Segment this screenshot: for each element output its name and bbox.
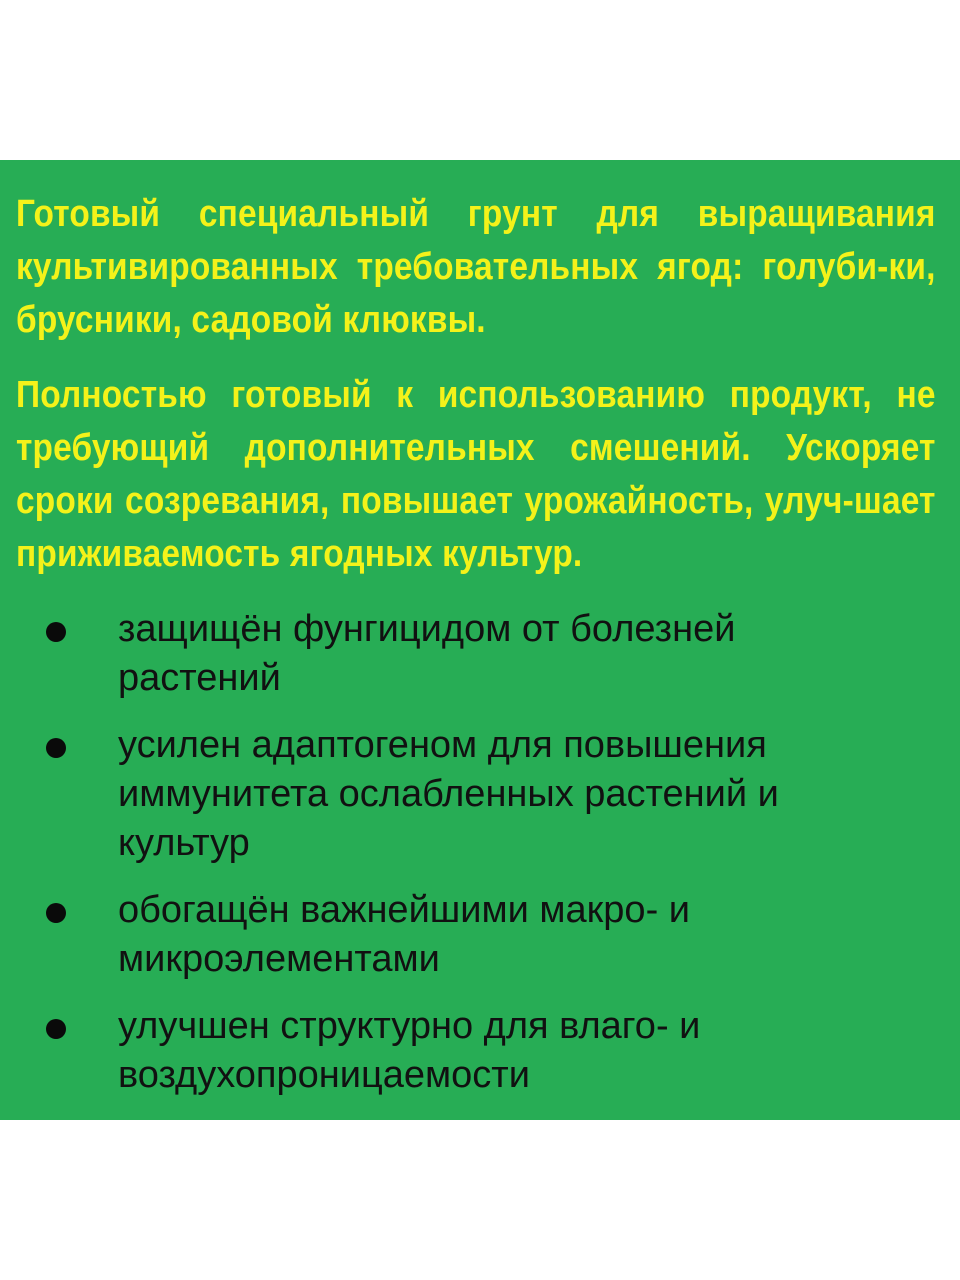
list-item-text: усилен адаптогеном для повышения иммунитета ослабленных растений и культур bbox=[118, 724, 779, 864]
description-panel bbox=[0, 160, 960, 1120]
list-item-text: защищён фунгицидом от болезней растений bbox=[118, 608, 736, 699]
bullet-icon bbox=[46, 622, 66, 642]
bullet-icon bbox=[46, 903, 66, 923]
bullet-icon bbox=[46, 738, 66, 758]
list-item-text: улучшен структурно для влаго- и воздухопроницаемости bbox=[118, 1005, 701, 1096]
list-item-text: обогащён важнейшими макро- и микроэлементами bbox=[118, 889, 691, 980]
list-item bbox=[16, 1002, 936, 1100]
bullet-icon bbox=[46, 1019, 66, 1039]
feature-list bbox=[16, 605, 936, 1100]
list-item bbox=[16, 886, 936, 984]
intro-paragraph: Готовый специальный грунт для выращивания культивированных требовательных ягод: голуби-ки, брусники, садовой клюквы. bbox=[16, 193, 936, 341]
list-item bbox=[16, 721, 936, 868]
list-item bbox=[16, 605, 936, 703]
benefits-paragraph: Полностью готовый к использованию продукт, не требующий дополнительных смешений. Ускоряет сроки созревания, повышает урожайность, улуч-шает приживаемость ягодных культур. bbox=[16, 374, 936, 575]
